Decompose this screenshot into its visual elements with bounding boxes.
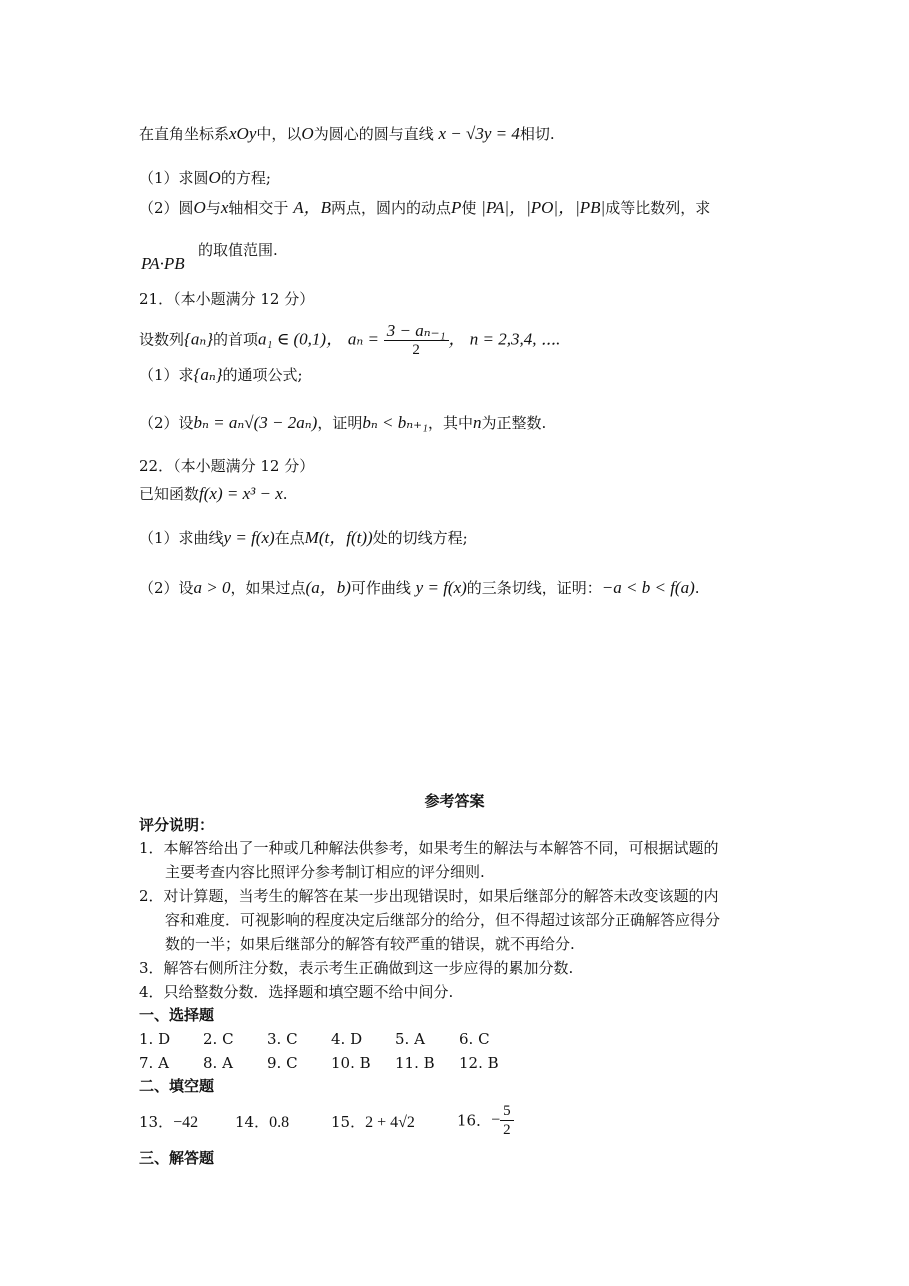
note-4: 4．只给整数分数．选择题和填空题不给中间分. [139, 983, 454, 1001]
label: 14． [235, 1113, 270, 1131]
math-x: x [220, 198, 229, 217]
text: 成等比数列，求 [605, 199, 711, 217]
mc-answer: 1. D [139, 1030, 171, 1048]
mc-answer: 5. A [395, 1030, 425, 1048]
value: 0.8 [269, 1114, 290, 1131]
math-o: O [193, 198, 206, 217]
text: . [282, 485, 288, 503]
text: 的方程; [220, 169, 271, 187]
math-point: (a，b) [305, 578, 351, 597]
text: . [694, 579, 700, 597]
math-xoy: xOy [229, 124, 257, 143]
p21-q1 [139, 365, 303, 385]
section-multiple-choice: 一、选择题 [139, 1006, 215, 1024]
text: 设数列 [139, 330, 185, 349]
fill-16 [457, 1102, 514, 1139]
math-line-equation: x − √3y = 4 [438, 124, 520, 143]
text: 与 [205, 199, 221, 217]
math-n-range: ， n = 2,3,4, ⋯. [448, 329, 561, 349]
note-2b: 容和难度．可视影响的程度决定后继部分的给分，但不得超过该部分正确解答应得分 [165, 911, 721, 929]
text: ，如果过点 [230, 579, 306, 597]
text: 为正整数. [481, 414, 547, 432]
p20-q1 [139, 168, 271, 188]
scoring-notes-head: 评分说明： [139, 816, 215, 834]
text: （2）设 [139, 579, 194, 597]
mc-answer: 9. C [267, 1054, 298, 1072]
math-function: f(x) = x³ − x [199, 484, 283, 503]
text: 在点 [274, 529, 305, 547]
note-3: 3．解答右侧所注分数，表示考生正确做到这一步应得的累加分数. [139, 959, 574, 977]
mc-answer: 6. C [459, 1030, 490, 1048]
p22-q2 [139, 578, 700, 598]
text: 中，以 [256, 125, 302, 143]
mc-answer: 12. B [459, 1054, 499, 1072]
note-2a: 2．对计算题，当考生的解答在某一步出现错误时，如果后继部分的解答未改变该题的内 [139, 887, 719, 905]
text: 的三条切线，证明： [466, 579, 602, 597]
note-1b: 主要考查内容比照评分参考制订相应的评分细则. [165, 863, 485, 881]
text: 为圆心的圆与直线 [313, 125, 434, 143]
mc-answer: 11. B [395, 1054, 435, 1072]
fill-15 [331, 1112, 415, 1133]
math-abs-values: |PA|，|PO|，|PB| [481, 198, 606, 217]
answers-title: 参考答案 [424, 792, 485, 810]
text: ，其中 [427, 414, 473, 432]
math-curve: y = f(x) [223, 528, 275, 547]
math-ab: A，B [293, 198, 331, 217]
math-n: n [472, 413, 482, 432]
sign: − [491, 1111, 501, 1129]
label: 16． [457, 1111, 492, 1130]
math-point-m: M(t，f(t)) [304, 528, 373, 547]
text: 轴相交于 [228, 199, 289, 217]
math-p: P [450, 198, 462, 217]
p20-intro [139, 124, 555, 144]
p21-q2 [139, 413, 546, 433]
mc-answer: 3. C [267, 1030, 298, 1048]
text: 的通项公式; [222, 366, 303, 384]
denominator: 2 [503, 1122, 511, 1138]
text: （1）求曲线 [139, 529, 224, 547]
text: 已知函数 [139, 485, 200, 503]
fraction [500, 1102, 514, 1139]
numerator: 5 [500, 1102, 514, 1121]
p21-intro [139, 322, 560, 359]
text: （2）圆 [139, 199, 194, 217]
fill-13 [139, 1112, 198, 1133]
value: 2 + 4√2 [365, 1114, 415, 1131]
math-o: O [208, 168, 221, 187]
p22-head: 22．（本小题满分 12 分） [139, 457, 315, 475]
text: （1）求圆 [139, 169, 209, 187]
math-a1: a₁ ∈ (0,1)， [258, 329, 344, 349]
math-sequence: {aₙ} [193, 365, 223, 384]
p20-q2 [139, 198, 710, 218]
text: ，证明 [317, 414, 363, 432]
label: 13． [139, 1113, 174, 1131]
p20-q2-cont [198, 240, 278, 260]
math-an: aₙ = [347, 329, 380, 349]
p21-head: 21．（本小题满分 12 分） [139, 290, 315, 308]
fraction-denominator: 2 [412, 342, 420, 358]
text: 使 [461, 199, 477, 217]
mc-answer: 10. B [331, 1054, 371, 1072]
math-bn-def: bₙ = aₙ√(3 − 2aₙ) [193, 413, 318, 432]
math-sequence: {aₙ} [184, 329, 214, 349]
math-o: O [301, 124, 314, 143]
mc-answer: 8. A [203, 1054, 233, 1072]
math-inequality: bₙ < bₙ₊₁ [362, 413, 428, 432]
math-dot-product: PA·PB [141, 254, 185, 273]
text: 的首项 [213, 330, 259, 349]
section-fill-in: 二、填空题 [139, 1077, 215, 1095]
math-curve: y = f(x) [415, 578, 467, 597]
note-1a: 1．本解答给出了一种或几种解法供参考，如果考生的解法与本解答不同，可根据试题的 [139, 839, 719, 857]
text: 的取值范围. [198, 241, 278, 259]
text: （1）求 [139, 366, 194, 384]
text: 可作曲线 [350, 579, 411, 597]
mc-answer: 7. A [139, 1054, 169, 1072]
fraction-numerator: 3 − aₙ₋₁ [384, 322, 449, 341]
math-condition: a > 0 [193, 578, 231, 597]
text: 在直角坐标系 [139, 125, 230, 143]
section-solutions: 三、解答题 [139, 1149, 215, 1167]
text: 处的切线方程; [372, 529, 468, 547]
value: −42 [173, 1114, 199, 1131]
p22-q1 [139, 528, 468, 548]
note-2c: 数的一半；如果后继部分的解答有较严重的错误，就不再给分. [165, 935, 575, 953]
p22-intro [139, 484, 288, 504]
text: （2）设 [139, 414, 194, 432]
mc-answer: 4. D [331, 1030, 363, 1048]
fill-14 [235, 1112, 289, 1133]
label: 15． [331, 1113, 366, 1131]
mc-answer: 2. C [203, 1030, 234, 1048]
math-fraction [384, 322, 449, 359]
text: 相切. [519, 125, 555, 143]
math-inequality: −a < b < f(a) [601, 578, 695, 597]
text: 两点，圆内的动点 [330, 199, 451, 217]
